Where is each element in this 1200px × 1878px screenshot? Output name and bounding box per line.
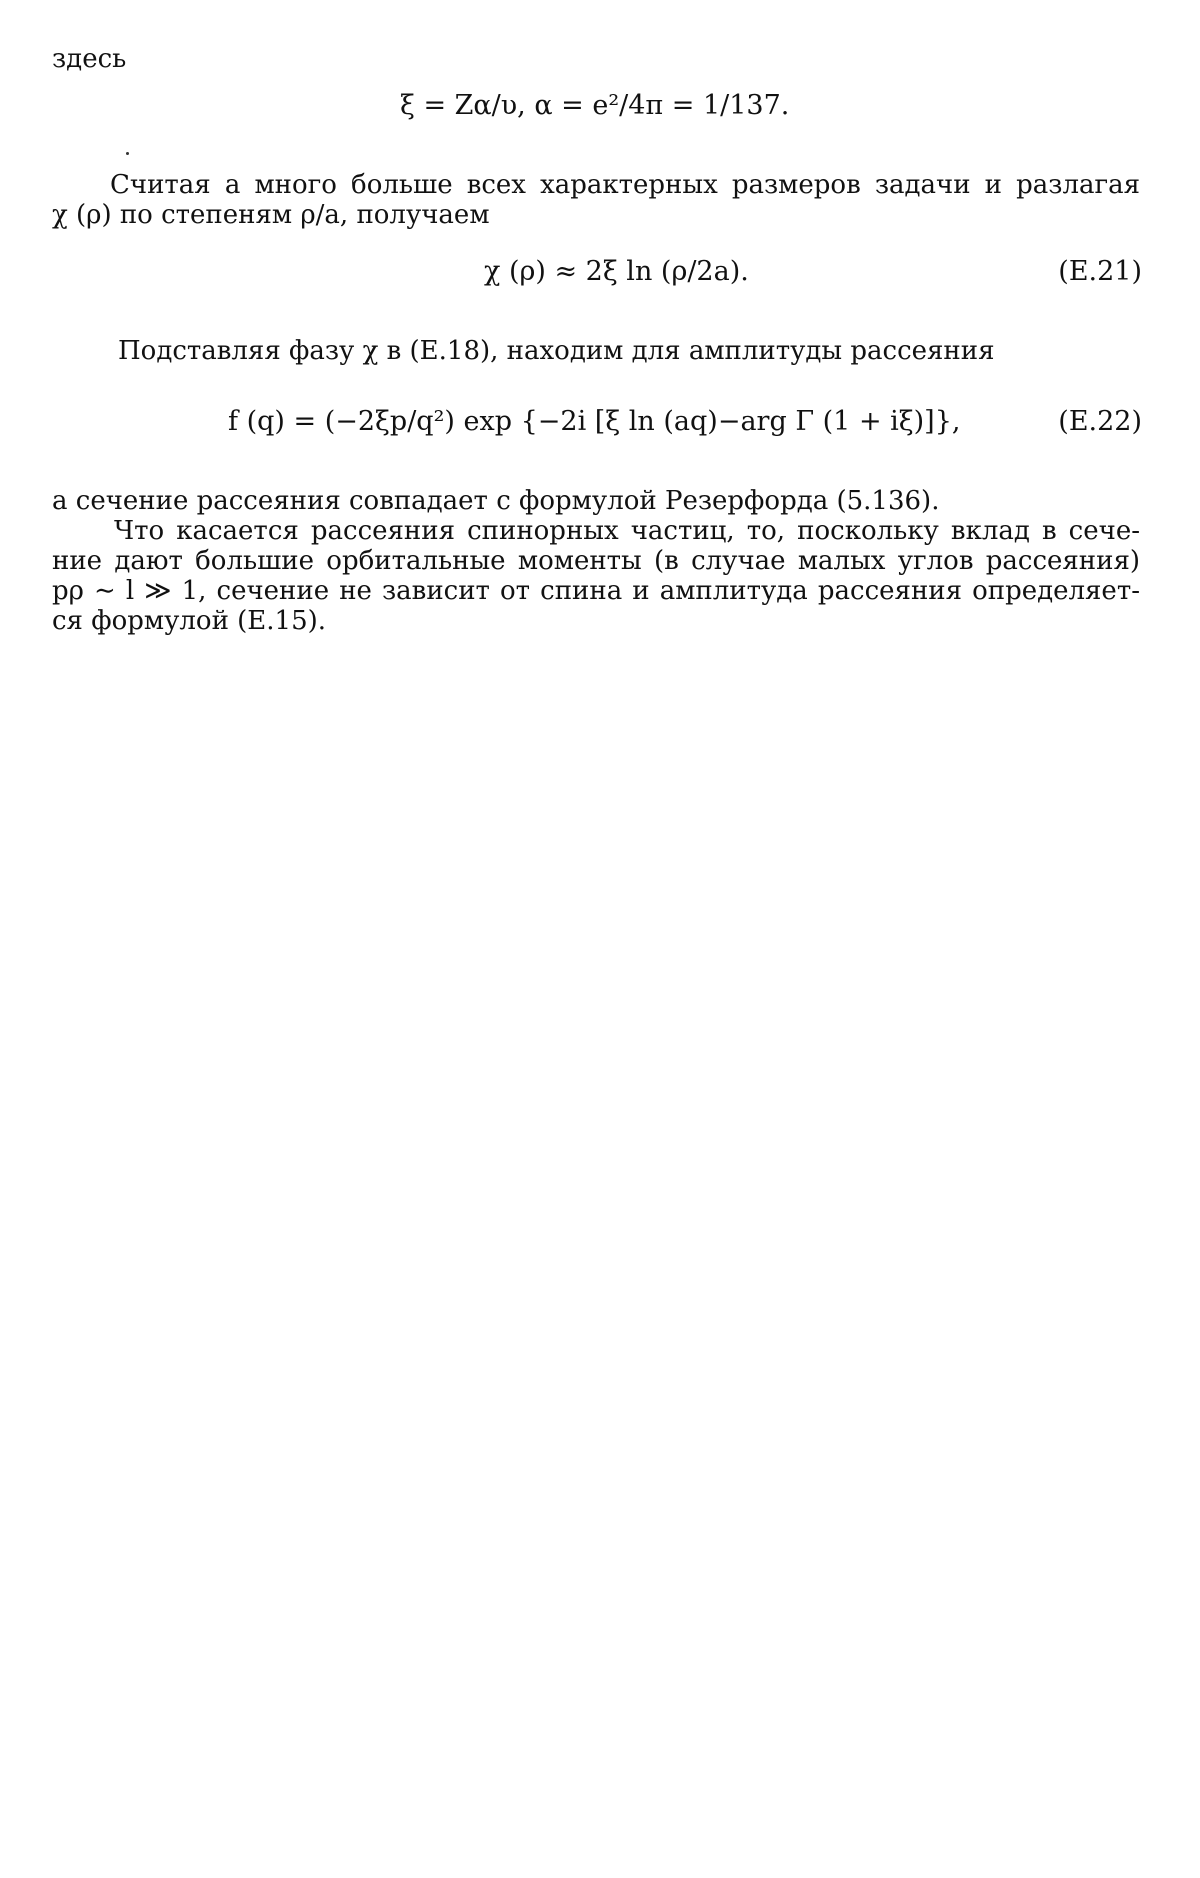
equation-chi: χ (ρ) ≈ 2ξ ln (ρ/2a). — [484, 256, 749, 287]
equation-xi-alpha: ξ = Zα/υ, α = e²/4π = 1/137. — [400, 90, 790, 121]
paragraph-4-line-3: pρ ∼ l ≫ 1, сечение не зависит от спина и амплитуда рассеяния определяет- — [52, 576, 1140, 606]
paragraph-1-line-2: χ (ρ) по степеням ρ/a, получаем — [52, 200, 490, 230]
print-speck — [126, 152, 129, 155]
paragraph-4-line-4: ся формулой (Е.15). — [52, 606, 327, 636]
equation-number-e21: (Е.21) — [1058, 256, 1142, 287]
paragraph-1-line-1: Считая a много больше всех характерных размеров задачи и разлагая — [110, 170, 1140, 200]
paragraph-2-line-1: Подставляя фазу χ в (Е.18), находим для амплитуды рассеяния — [118, 336, 995, 366]
intro-word: здесь — [52, 44, 127, 74]
equation-number-e22: (Е.22) — [1058, 406, 1142, 437]
paragraph-4-line-2: ние дают большие орбитальные моменты (в случае малых углов рассеяния) — [52, 546, 1140, 576]
equation-amplitude: f (q) = (−2ξp/q²) exp {−2i [ξ ln (aq)−arg Γ (1 + iξ)]}, — [228, 406, 961, 437]
paragraph-4-line-1: Что касается рассеяния спинорных частиц, то, поскольку вклад в сече- — [114, 516, 1140, 546]
paragraph-3-line-1: а сечение рассеяния совпадает с формулой Резерфорда (5.136). — [52, 486, 940, 516]
